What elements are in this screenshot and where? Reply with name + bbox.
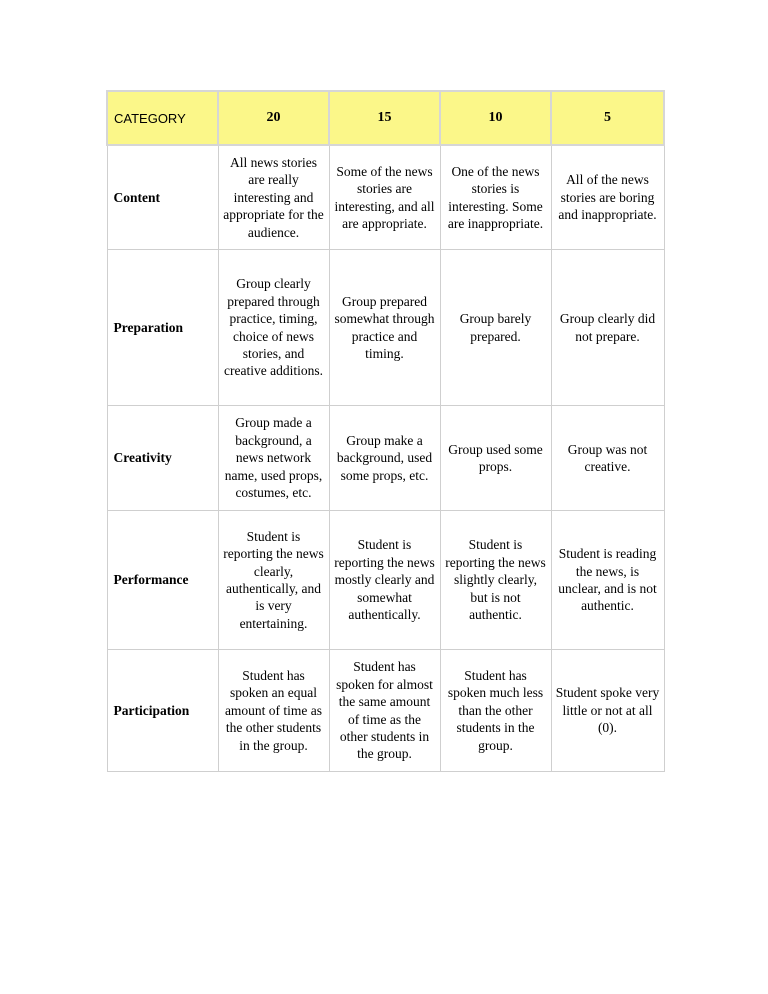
table-cell: Group clearly did not prepare. bbox=[551, 250, 664, 406]
row-label-creativity: Creativity bbox=[107, 406, 218, 511]
header-score-20: 20 bbox=[218, 91, 329, 145]
row-label-performance: Performance bbox=[107, 511, 218, 650]
rubric-table bbox=[106, 90, 665, 772]
table-cell: Group made a background, a news network name, used props, costumes, etc. bbox=[218, 406, 329, 511]
table-row bbox=[107, 650, 664, 772]
header-score-15: 15 bbox=[329, 91, 440, 145]
table-cell: Group was not creative. bbox=[551, 406, 664, 511]
table-row bbox=[107, 145, 664, 250]
table-cell: All news stories are really interesting and appropriate for the audience. bbox=[218, 145, 329, 250]
header-row bbox=[107, 91, 664, 145]
row-label-preparation: Preparation bbox=[107, 250, 218, 406]
header-score-5: 5 bbox=[551, 91, 664, 145]
table-row bbox=[107, 250, 664, 406]
row-label-participation: Participation bbox=[107, 650, 218, 772]
header-score-10: 10 bbox=[440, 91, 551, 145]
table-cell: Group used some props. bbox=[440, 406, 551, 511]
table-cell: All of the news stories are boring and inappropriate. bbox=[551, 145, 664, 250]
table-cell: Group barely prepared. bbox=[440, 250, 551, 406]
row-label-content: Content bbox=[107, 145, 218, 250]
table-row bbox=[107, 406, 664, 511]
table-cell: Student has spoken for almost the same amount of time as the other students in the group. bbox=[329, 650, 440, 772]
header-category: CATEGORY bbox=[107, 91, 218, 145]
table-cell: Student has spoken an equal amount of time as the other students in the group. bbox=[218, 650, 329, 772]
table-cell: Student has spoken much less than the other students in the group. bbox=[440, 650, 551, 772]
table-row bbox=[107, 511, 664, 650]
table-cell: Student is reporting the news slightly clearly, but is not authentic. bbox=[440, 511, 551, 650]
table-cell: Student is reporting the news mostly clearly and somewhat authentically. bbox=[329, 511, 440, 650]
table-cell: Student is reporting the news clearly, authentically, and is very entertaining. bbox=[218, 511, 329, 650]
table-cell: Student is reading the news, is unclear, and is not authentic. bbox=[551, 511, 664, 650]
table-cell: Some of the news stories are interesting, and all are appropriate. bbox=[329, 145, 440, 250]
table-cell: One of the news stories is interesting. Some are inappropriate. bbox=[440, 145, 551, 250]
table-cell: Group prepared somewhat through practice and timing. bbox=[329, 250, 440, 406]
table-cell: Group clearly prepared through practice, timing, choice of news stories, and creative additions. bbox=[218, 250, 329, 406]
table-cell: Student spoke very little or not at all (0). bbox=[551, 650, 664, 772]
table-cell: Group make a background, used some props, etc. bbox=[329, 406, 440, 511]
